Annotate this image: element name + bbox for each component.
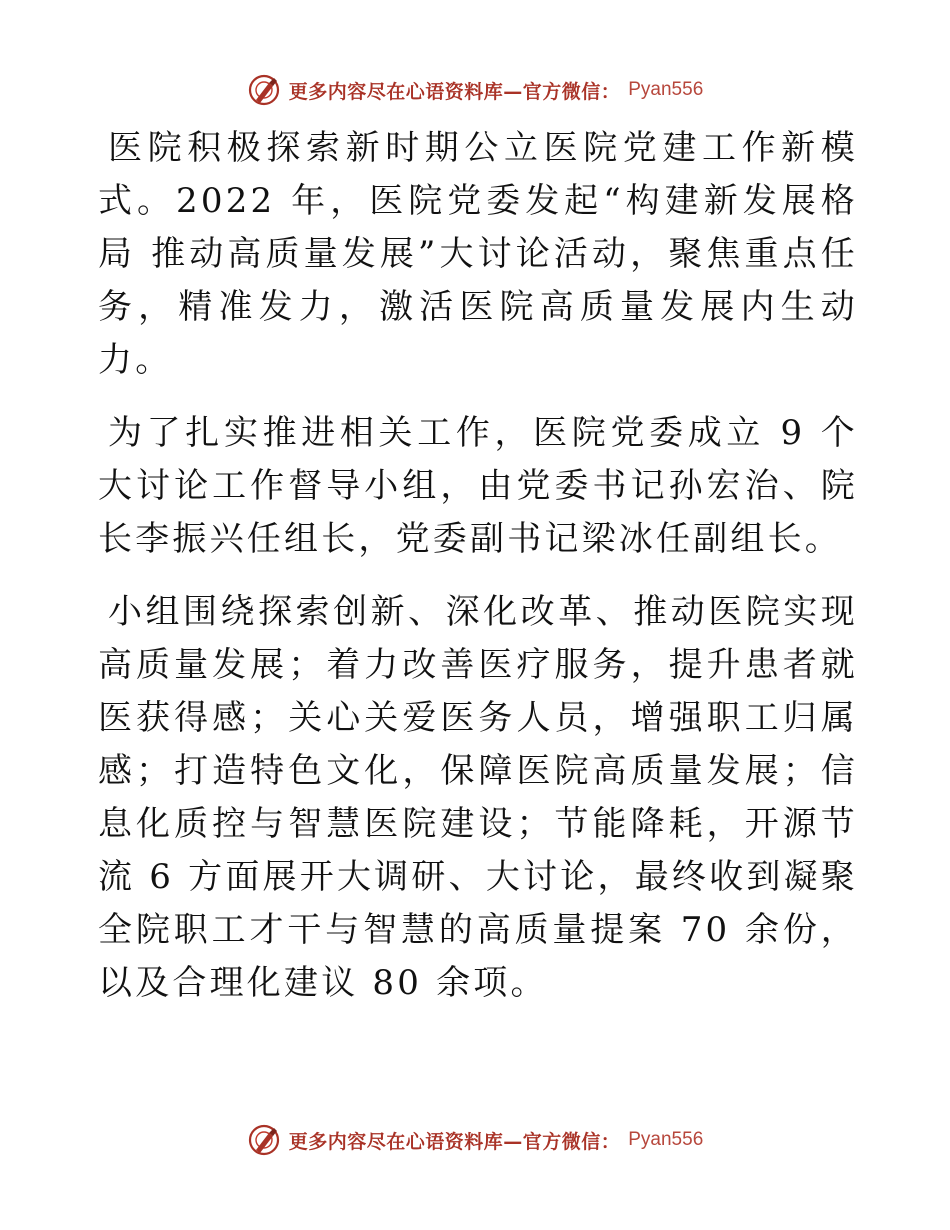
pen-nib-logo-icon: [247, 1123, 281, 1157]
banner-text: 更多内容尽在心语资料库—官方微信：: [288, 1130, 621, 1153]
wechat-handle: Pyan556: [628, 79, 704, 100]
pen-nib-logo-icon: [247, 73, 281, 107]
document-body: [98, 122, 858, 1030]
paragraph-3: 小组围绕探索创新、深化改革、推动医院实现高质量发展；着力改善医疗服务，提升患者就医获得感；关心关爱医务人员，增强职工归属感；打造特色文化，保障医院高质量发展；信息化质控与智慧医院建设；节能降耗，开源节流 6 方面展开大调研、大讨论，最终收到凝聚全院职工才干与智慧的高质量提案 70 余份，以及合理化建议 80 余项。: [98, 592, 858, 1003]
banner-text: 更多内容尽在心语资料库—官方微信：: [288, 80, 621, 103]
paragraph-2: 为了扎实推进相关工作，医院党委成立 9 个大讨论工作督导小组，由党委书记孙宏治、院长李振兴任组长，党委副书记梁冰任副组长。: [98, 413, 858, 559]
header-banner: [0, 70, 950, 110]
wechat-handle: Pyan556: [628, 1129, 704, 1150]
footer-banner: [0, 1120, 950, 1160]
paragraph-1: 医院积极探索新时期公立医院党建工作新模式。2022 年，医院党委发起“构建新发展格局 推动高质量发展”大讨论活动，聚焦重点任务，精准发力，激活医院高质量发展内生动力。: [98, 128, 858, 380]
